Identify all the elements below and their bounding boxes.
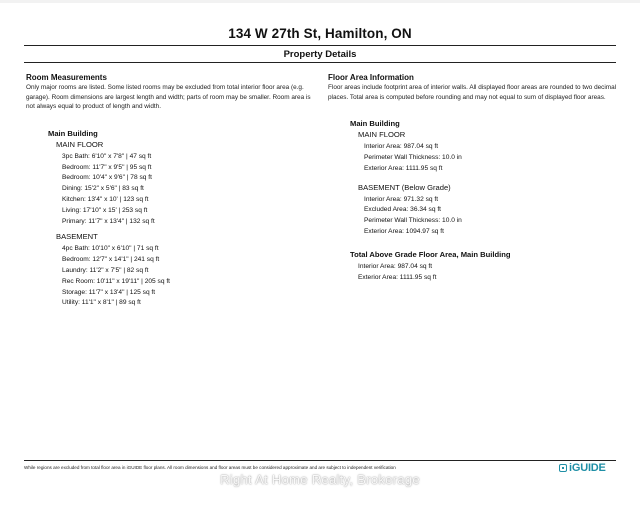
title-divider — [24, 45, 616, 46]
subtitle-divider — [24, 62, 616, 63]
total-area-heading: Total Above Grade Floor Area, Main Building — [350, 249, 511, 259]
room-measurements-note: Only major rooms are listed. Some listed rooms may be excluded from total interior floor area (e.g. garage). Room dimensions are largest length and width; parts of room may be smaller. Room area is not always equal to product of length and width. — [26, 84, 311, 111]
floor-name-main: MAIN FLOOR — [358, 130, 406, 140]
building-name: Main Building — [48, 128, 98, 138]
area-row: Interior Area: 987.04 sq ft — [364, 143, 439, 151]
total-area-row: Interior Area: 987.04 sq ft — [358, 262, 433, 270]
footer-divider — [24, 460, 616, 461]
area-row: Perimeter Wall Thickness: 10.0 in — [364, 153, 462, 161]
room-measurements-heading: Room Measurements — [26, 73, 107, 82]
room-row: Bedroom: 11'7" x 9'5" | 95 sq ft — [62, 163, 152, 171]
building-name: Main Building — [350, 119, 400, 129]
room-row: 3pc Bath: 6'10" x 7'8" | 47 sq ft — [62, 152, 152, 160]
room-row: Dining: 15'2" x 5'6" | 83 sq ft — [62, 185, 144, 193]
room-row: Storage: 11'7" x 13'4" | 125 sq ft — [62, 288, 156, 296]
floor-area-note: Floor areas include footprint area of interior walls. All displayed floor areas are rounded to two decimal places. Total area is computed before rounding and may not equal to sum of displayed floor areas. — [328, 84, 617, 101]
total-area-row: Exterior Area: 1111.95 sq ft — [358, 273, 437, 281]
room-row: 4pc Bath: 10'10" x 6'10" | 71 sq ft — [62, 245, 159, 253]
floor-name-basement: BASEMENT (Below Grade) — [358, 182, 451, 192]
room-row: Laundry: 11'2" x 7'5" | 82 sq ft — [62, 266, 149, 274]
floor-name-basement: BASEMENT — [56, 232, 98, 242]
room-row: Bedroom: 12'7" x 14'1" | 241 sq ft — [62, 256, 160, 264]
room-measurements-section — [26, 73, 316, 309]
area-row: Perimeter Wall Thickness: 10.0 in — [364, 217, 462, 225]
floor-area-section — [328, 73, 618, 283]
page-title: 134 W 27th St, Hamilton, ON — [228, 26, 412, 41]
area-row: Exterior Area: 1111.95 sq ft — [364, 164, 443, 172]
brokerage-watermark: Right At Home Realty, Brokerage — [220, 472, 420, 487]
area-row: Exterior Area: 1094.97 sq ft — [364, 227, 444, 235]
iguide-logo-icon — [559, 464, 567, 472]
top-border — [0, 0, 640, 3]
room-row: Kitchen: 13'4" x 10' | 123 sq ft — [62, 195, 149, 203]
floor-area-heading: Floor Area Information — [328, 73, 414, 82]
room-row: Living: 17'10" x 15' | 253 sq ft — [62, 206, 148, 214]
room-row: Primary: 11'7" x 13'4" | 132 sq ft — [62, 217, 155, 225]
area-row: Excluded Area: 36.34 sq ft — [364, 206, 441, 214]
room-row: Rec Room: 10'11" x 19'11" | 205 sq ft — [62, 277, 170, 285]
room-row: Bedroom: 10'4" x 9'6" | 78 sq ft — [62, 174, 152, 182]
footer-disclaimer: While regions are excluded from total floor area in iGUIDE floor plans. All room dimensions and floor areas must be considered approximate and are subject to independent verification — [24, 465, 396, 470]
floor-name-main: MAIN FLOOR — [56, 139, 104, 149]
page-subtitle: Property Details — [283, 49, 357, 60]
area-row: Interior Area: 971.32 sq ft — [364, 195, 439, 203]
iguide-logo-text: iGUIDE — [569, 462, 606, 474]
room-row: Utility: 11'1" x 8'1" | 89 sq ft — [62, 299, 141, 307]
